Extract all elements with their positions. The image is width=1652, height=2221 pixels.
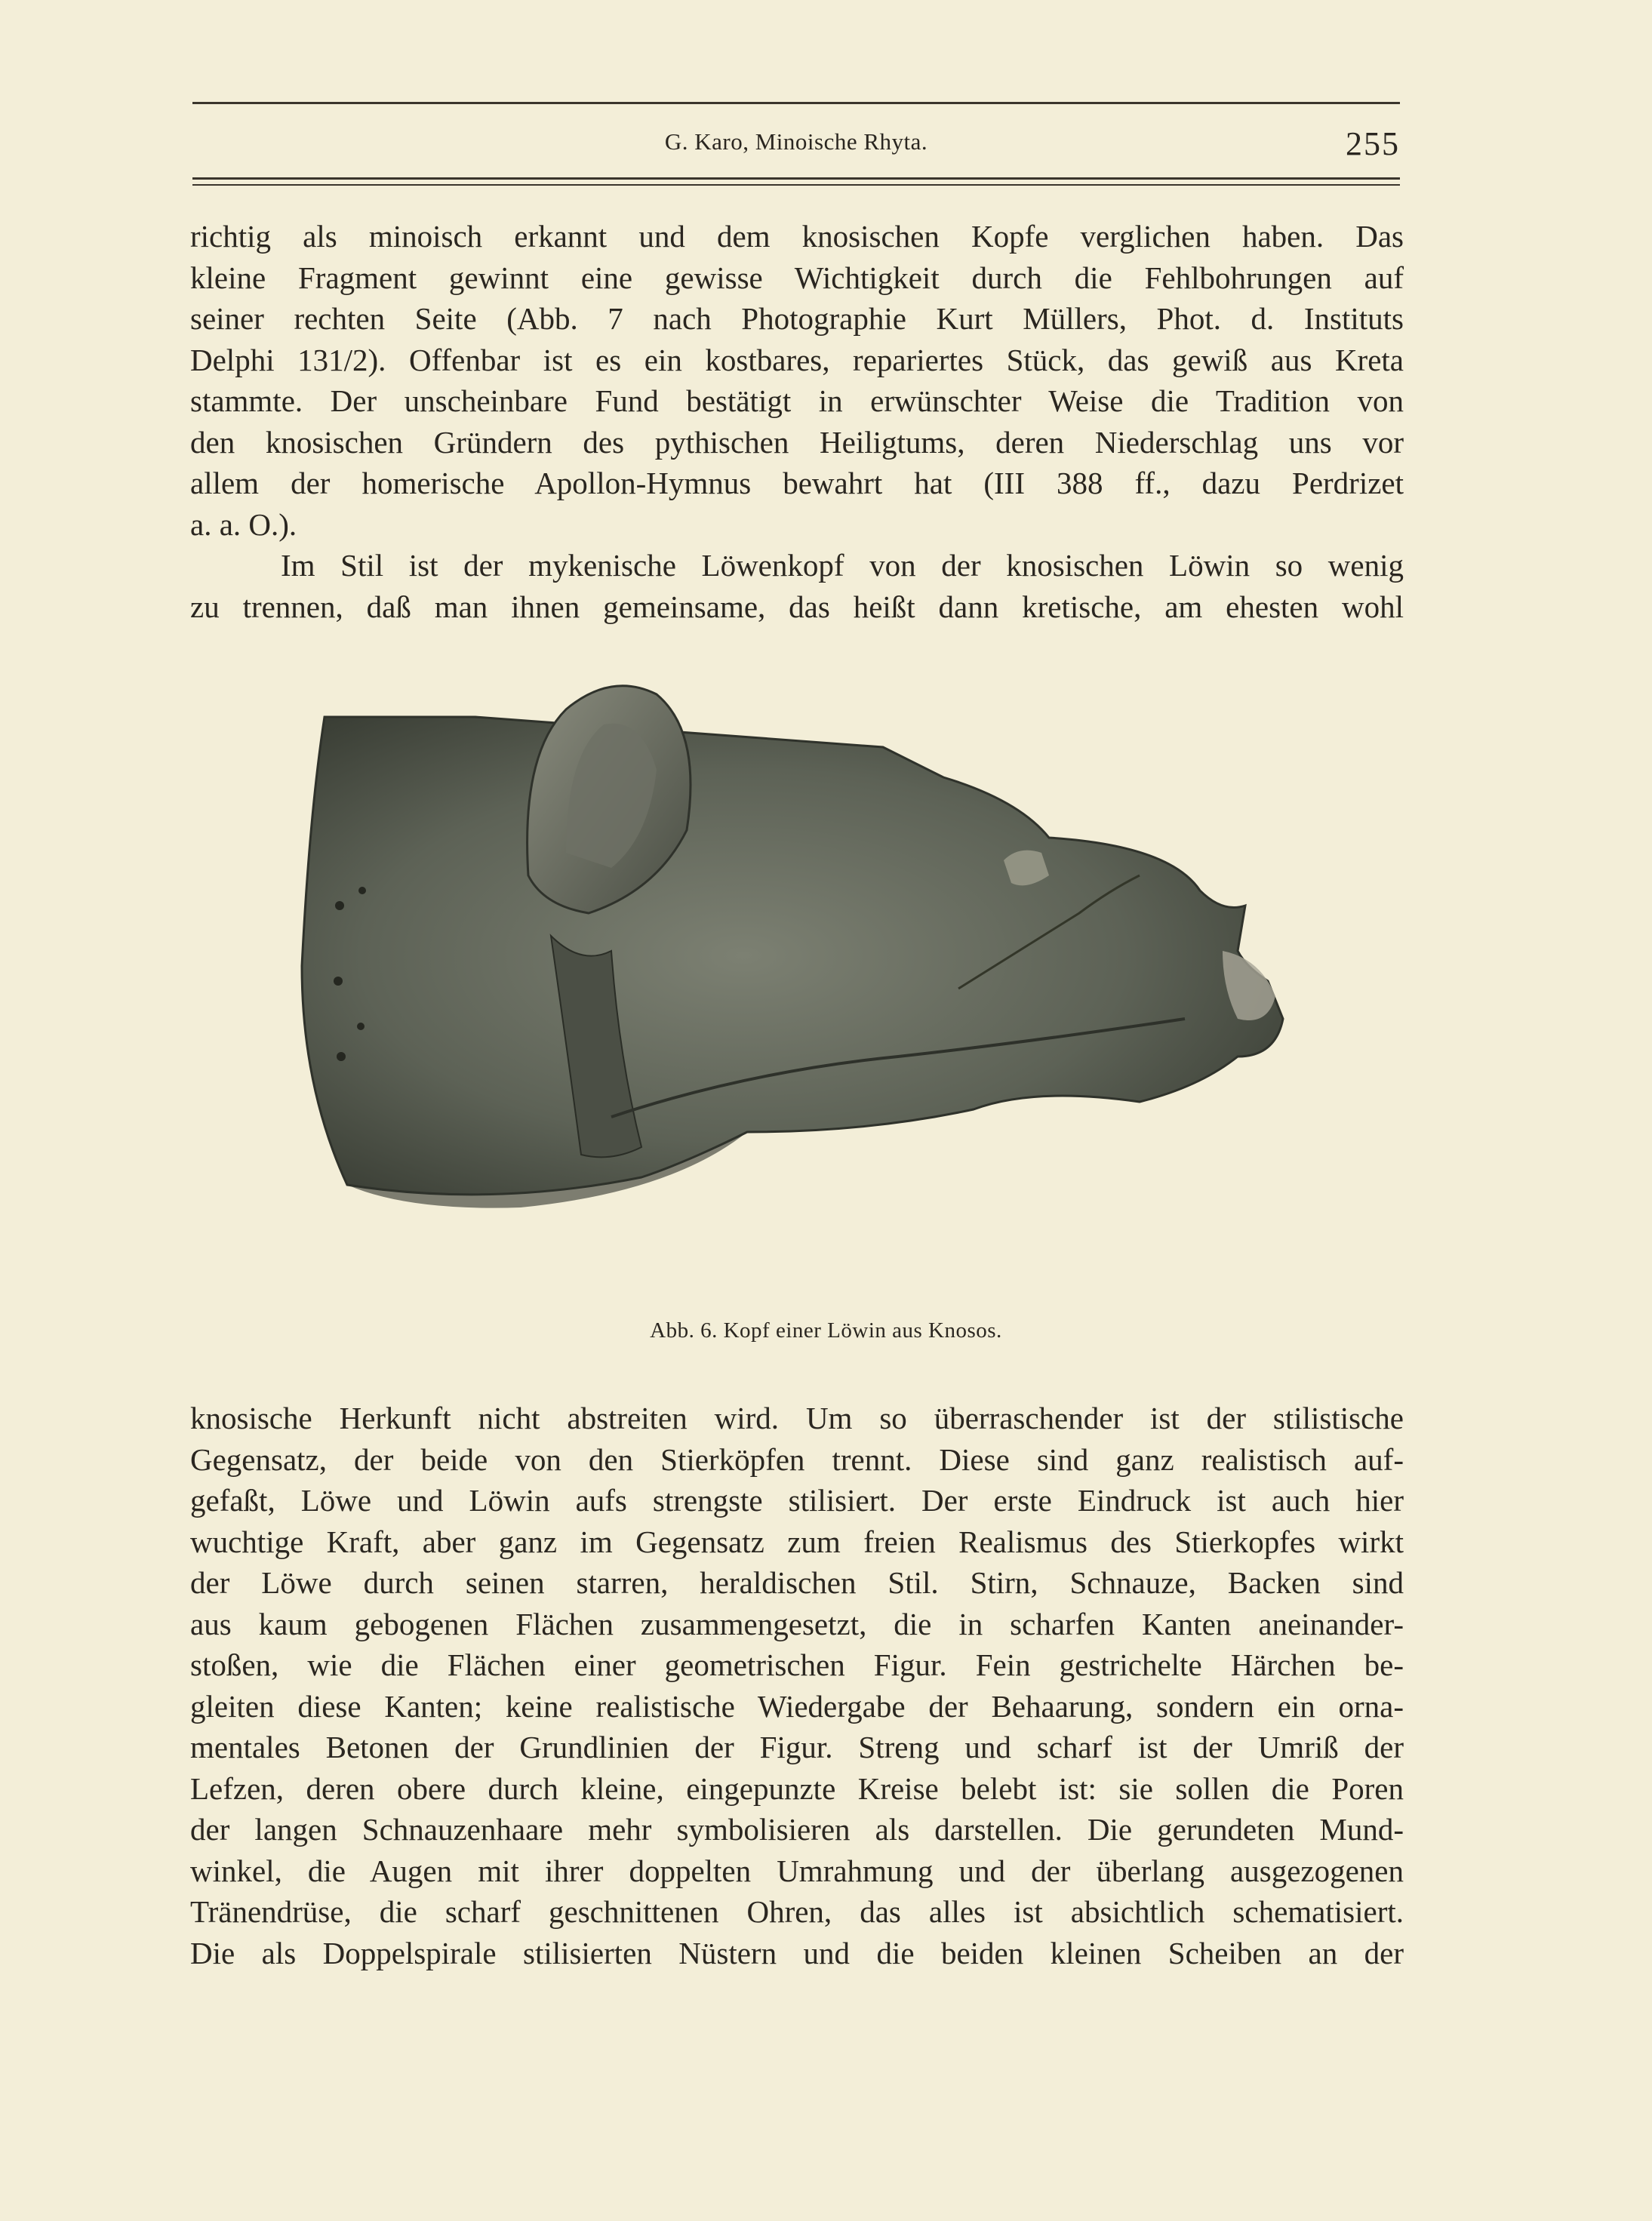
text-line: kleine Fragment gewinnt eine gewisse Wichtigkeit durch die Fehlbohrungen auf [190, 260, 1404, 295]
paragraph-1 [190, 216, 1404, 545]
running-head [192, 125, 1400, 170]
text-line: seiner rechten Seite (Abb. 7 nach Photographie Kurt Müllers, Phot. d. Instituts [190, 301, 1404, 336]
text-line: stammte. Der unscheinbare Fund bestätigt in erwünschter Weise die Tradition von [190, 383, 1404, 418]
text-line: den knosischen Gründern des pythischen Heiligtums, deren Niederschlag uns vor [190, 424, 1404, 460]
text-line: winkel, die Augen mit ihrer doppelten Umrahmung und der überlang ausgezogenen [190, 1853, 1404, 1888]
paragraph-3 [190, 1398, 1404, 1973]
text-line: Gegensatz, der beide von den Stierköpfen trennt. Diese sind ganz realistisch auf- [190, 1441, 1404, 1477]
text-line: Tränendrüse, die scharf geschnittenen Ohren, das alles ist absichtlich schematisiert. [190, 1894, 1404, 1929]
text-line: gefaßt, Löwe und Löwin aufs strengste stilisiert. Der erste Eindruck ist auch hier [190, 1483, 1404, 1518]
text-line: Delphi 131/2). Offenbar ist es ein kostbares, repariertes Stück, das gewiß aus Kreta [190, 342, 1404, 377]
header-rule-bottom-thick [192, 177, 1400, 180]
text-line: der Löwe durch seinen starren, heraldischen Stil. Stirn, Schnauze, Backen sind [190, 1565, 1404, 1600]
page-number: 255 [1346, 125, 1400, 162]
text-line: knosische Herkunft nicht abstreiten wird. Um so überraschender ist der stilistische [190, 1401, 1404, 1435]
text-line: allem der homerische Apollon-Hymnus bewahrt hat (III 388 ff., dazu Perdrizet [190, 466, 1404, 500]
text-line: a. a. O.). [190, 506, 297, 542]
lioness-head-photo [294, 664, 1366, 1313]
text-line: der langen Schnauzenhaare mehr symbolisieren als darstellen. Die gerundeten Mund- [190, 1812, 1404, 1847]
text-line: mentales Betonen der Grundlinien der Figur. Streng und scharf ist der Umriß der [190, 1730, 1404, 1764]
paragraph-2 [190, 545, 1404, 627]
header-rule-bottom-thin [192, 184, 1400, 186]
text-line: aus kaum gebogenen Flächen zusammengesetzt, die in scharfen Kanten aneinander- [190, 1606, 1404, 1641]
figure-caption: Abb. 6. Kopf einer Löwin aus Knosos. [650, 1318, 1002, 1343]
header-rule-top [192, 102, 1400, 104]
text-line: richtig als minoisch erkannt und dem knosischen Kopfe verglichen haben. Das [190, 219, 1404, 254]
text-line: Im Stil ist der mykenische Löwenkopf von der knosischen Löwin so wenig [281, 548, 1404, 583]
text-line: zu trennen, daß man ihnen gemeinsame, das heißt dann kretische, am ehesten wohl [190, 589, 1404, 624]
text-line: Lefzen, deren obere durch kleine, eingepunzte Kreise belebt ist: sie sollen die Poren [190, 1770, 1404, 1806]
text-line: stoßen, wie die Flächen einer geometrischen Figur. Fein gestrichelte Härchen be- [190, 1647, 1404, 1682]
text-line: wuchtige Kraft, aber ganz im Gegensatz zum freien Realismus des Stierkopfes wirkt [190, 1524, 1404, 1559]
text-line: Die als Doppelspirale stilisierten Nüstern und die beiden kleinen Scheiben an der [190, 1935, 1404, 1970]
text-line: gleiten diese Kanten; keine realistische Wiedergabe der Behaarung, sondern ein orna- [190, 1688, 1404, 1724]
lower-text-block [190, 1398, 1404, 1973]
upper-text-block [190, 216, 1404, 627]
running-title: G. Karo, Minoische Rhyta. [664, 128, 928, 155]
